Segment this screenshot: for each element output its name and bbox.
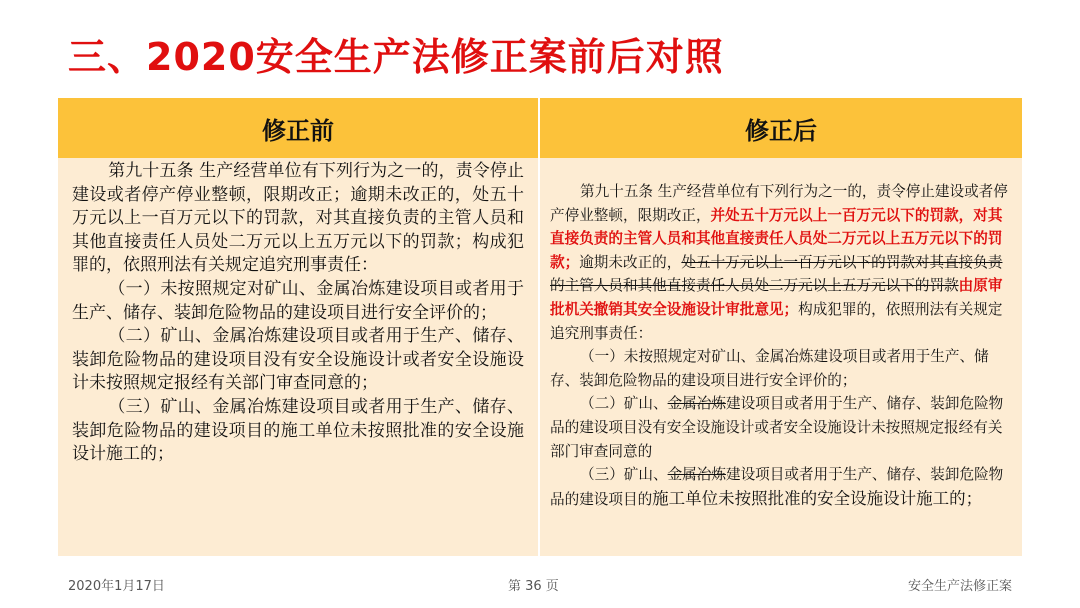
column-divider [538,98,540,556]
deleted-text: 金属冶炼 [667,395,726,413]
before-item-2: （二）矿山、金属冶炼建设项目或者用于生产、储存、装卸危险物品的建设项目没有安全设施设计或者安全设施设计未按照规定报经有关部门审查同意的； [72,326,524,394]
comparison-table [58,98,1022,556]
after-item-1: （一）未按照规定对矿山、金属冶炼建设项目或者用于生产、储存、装卸危险物品的建设项目进行安全评价的； [550,348,989,389]
before-item-1: （一）未按照规定对矿山、金属冶炼建设项目或者用于生产、储存、装卸危险物品的建设项目进行安全评价的； [72,278,524,323]
before-intro: 第九十五条 生产经营单位有下列行为之一的，责令停止建设或者停产停业整顿，限期改正；逾期未改正的，处五十万元以上一百万元以下的罚款，对其直接负责的主管人员和其他直接责任人员处二万元以上五万元以下的罚款；构成犯罪的，依照刑法有关规定追究刑事责任： [72,161,524,276]
added-text: 由原审批机关撤销其安全设施设计审批意见； [550,277,1003,318]
before-item-3: （三）矿山、金属冶炼建设项目或者用于生产、储存、装卸危险物品的建设项目的施工单位未按照批准的安全设施设计施工的； [72,396,524,465]
after-intro: 第九十五条 生产经营单位有下列行为之一的，责令停止建设或者停产停业整顿，限期改正，并处五十万元以上一百万元以下的罚款，对其直接负责的主管人员和其他直接责任人员处二万元以上五万元以下的罚款；逾期未改正的，处五十万元以上一百万元以下的罚款对其直接负责的主管人员和其他直接责任人员处二万元以上五万元以下的罚款由原审批机关撤销其安全设施设计审批意见；构成犯罪的，依照刑法有关规定追究刑事责任： [550,183,1008,342]
footer-page-number: 第 36 页 [508,579,559,594]
after-item-2: （二）矿山、金属冶炼建设项目或者用于生产、储存、装卸危险物品的建设项目没有安全设施设计或者安全设施设计未按照规定报经有关部门审查同意的 [550,395,1004,460]
added-text: 并处五十万元以上一百万元以下的罚款，对其直接负责的主管人员和其他直接责任人员处二万元以上五万元以下的罚款； [550,206,1003,271]
after-item-3: （三）矿山、金属冶炼建设项目或者用于生产、储存、装卸危险物品的建设项目的施工单位未按照批准的安全设施设计施工的； [550,466,1004,508]
deleted-text: 金属冶炼 [667,466,726,484]
page-title: 三、2020安全生产法修正案前后对照 [68,35,724,79]
deleted-text: 处五十万元以上一百万元以下的罚款对其直接负责的主管人员和其他直接责任人员处二万元以上五万元以下的罚款 [550,253,1003,295]
header-after: 修正后 [540,98,1022,158]
footer-doc-title: 安全生产法修正案 [907,579,1012,594]
footer-date: 2020年1月17日 [68,579,165,594]
cell-after [540,158,1022,556]
cell-before [58,158,538,556]
header-before: 修正前 [58,98,538,158]
